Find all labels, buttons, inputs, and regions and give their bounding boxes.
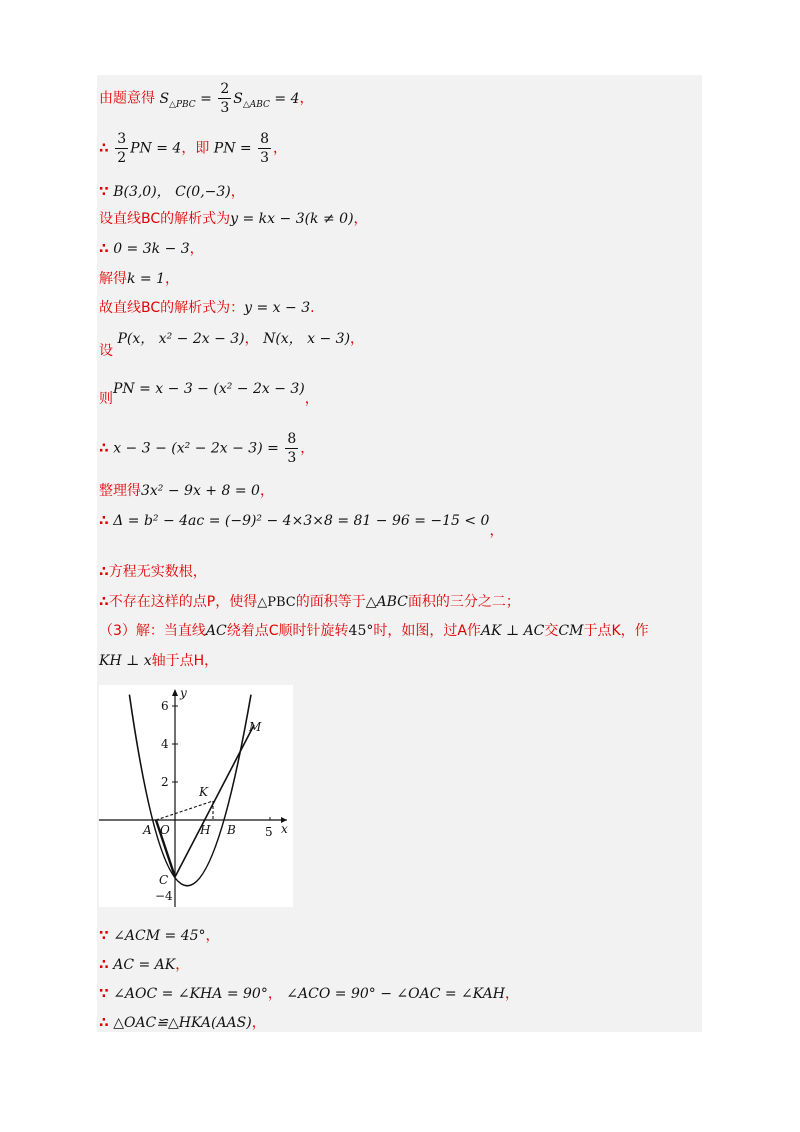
parabola-figure: [99, 685, 293, 907]
point-label-o: O: [160, 823, 170, 837]
line-conclusion: ∴不存在这样的点P，使得△PBC的面积等于△ABC面积的三分之二；: [99, 594, 520, 610]
line-simplify: 整理得3x² − 9x + 8 = 0，: [99, 483, 274, 499]
line-set-points: 设 P(x， x² − 2x − 3)， N(x， x − 3)，: [99, 331, 365, 359]
tick-label-2: 2: [161, 775, 169, 789]
line-congruence: ∴ △OAC≌△HKA(AAS)，: [99, 1015, 266, 1031]
line-discriminant: ∴ Δ = b² − 4ac = (−9)² − 4×3×8 = 81 − 96 = −15 < 0，: [99, 513, 504, 539]
line-points-bc: ∵ B(3,0)， C(0,−3)，: [99, 184, 245, 200]
y-axis-label: y: [180, 686, 187, 700]
point-label-k: K: [199, 785, 208, 799]
line-area-condition: 由题意得 $S_{\triangle PBC}$ = $\frac{2}{3}$ $S_{\triangle ABC} = 4$，: [99, 81, 314, 116]
line-part3-cont: KH ⊥ x轴于点H，: [99, 653, 219, 669]
tick-label-neg4: −4: [155, 889, 173, 903]
point-label-m: M: [249, 720, 262, 734]
tick-label-4: 4: [161, 737, 169, 751]
tick-label-5: 5: [265, 825, 273, 839]
line-ac-ak: ∴ AC = AK，: [99, 957, 190, 973]
line-bc-result: 故直线BC的解析式为：y = x − 3.: [99, 300, 315, 316]
parabola-curve: [129, 695, 251, 886]
line-angle-acm: ∵ ∠ACM = 45°，: [99, 928, 220, 944]
line-angles: ∵ ∠AOC = ∠KHA = 90°， ∠ACO = 90° − ∠OAC = ∠KAH，: [99, 986, 519, 1002]
line-solve-k: 解得k = 1，: [99, 271, 180, 287]
x-axis-label: x: [281, 822, 288, 836]
line-equation: ∴ x − 3 − (x² − 2x − 3) = $\frac{8}{3}$ ，: [99, 431, 315, 466]
parabola-graph: [99, 685, 293, 907]
point-label-a: A: [143, 823, 152, 837]
tick-label-6: 6: [161, 699, 169, 713]
point-label-h: H: [200, 823, 211, 837]
line-part3: （3）解：当直线AC绕着点C顺时针旋转45°时，如图，过A作AK ⊥ AC交CM于点K，作: [99, 623, 649, 639]
y-axis-arrow: [172, 689, 178, 696]
line-cm: [175, 725, 254, 877]
line-pn-expression: 则PN = x − 3 − (x² − 2x − 3)，: [99, 381, 319, 407]
line-pn-value: ∴ $\frac{3}{2}$ PN = 4，即 PN = $\frac{8}{3}$ ，: [99, 131, 288, 166]
line-substitute: ∴ 0 = 3k − 3，: [99, 241, 204, 257]
point-label-b: B: [227, 823, 236, 837]
line-no-root: ∴方程无实数根，: [99, 564, 207, 580]
line-bc-expression: 设直线BC的解析式为y = kx − 3(k ≠ 0)，: [99, 211, 368, 227]
point-label-c: C: [159, 873, 169, 887]
line-ak: [156, 801, 213, 820]
